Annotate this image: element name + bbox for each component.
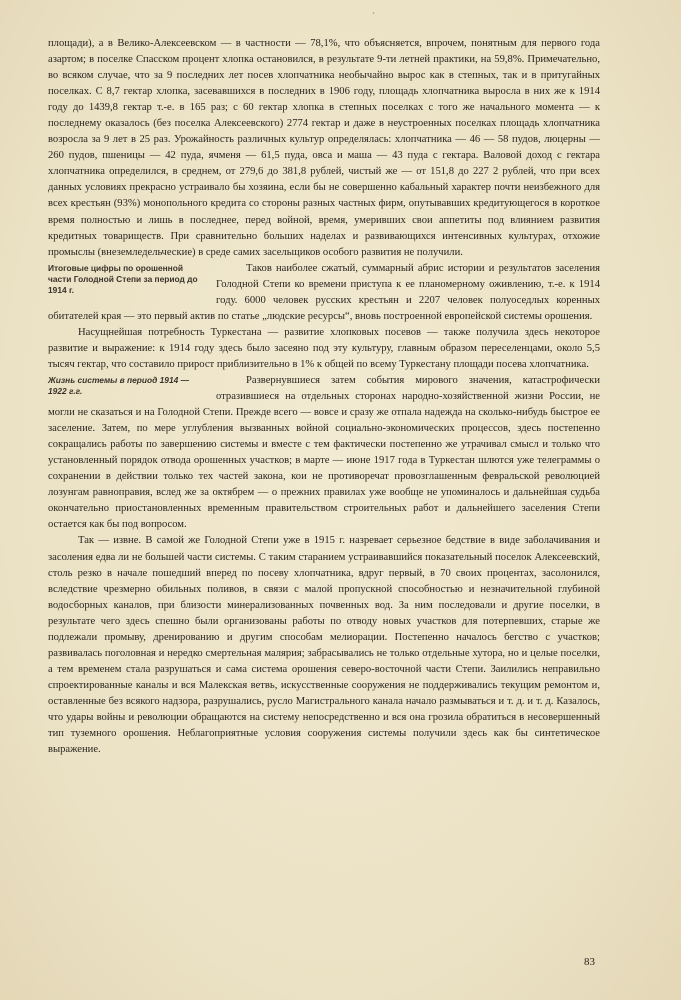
paragraph: Развернувшиеся затем события мирового значения, катастрофически отразившиеся на отдельных сторонах народно-хозяйственной жизни России, не могли не сказаться и на Голодной Степи. Прежде всего — вовсе и сразу же отпала надежда на сколько-нибудь быстрое ее заселение. Затем, по мере углубления вызванных войной социально-экономических процессов, здесь постепенно сокращались работы по завершению системы и вместе с тем фактически постепенно же утрачивал смысл и только что установленный порядок отвода орошенных участков; в марте — июне 1917 года в Туркестан шлются уже телеграммы о сохранении в действии только тех частей закона, кои не противоречат провозглашенным февральской революцией лозунгам равноправия, вслед же за октябрем — о прежних правилах уже вообще не упоминалось и дальнейшая судьба окончательно приостановленных временным правительством строительных работ и дальнейшего заселения Степи остается как бы под вопросом. [48, 374, 600, 531]
paragraph: Насущнейшая потребность Туркестана — развитие хлопковых посевов — также получила здесь некоторое развитие и выражение: к 1914 году здесь было засеяно под эту культуру, главным образом переселенцами, около 5,5 тысяч гектар, что составило прирост приблизительно в 1% к общей по всему Туркестану площади посева хлопчатника. [48, 326, 600, 370]
margin-note-results: Итоговые цифры по орошенной части Голодной Степи за период до 1914 г. [48, 262, 198, 295]
paragraph: Таков наиболее сжатый, суммарный абрис истории и результатов заселения Голодной Степи ко времени приступа к ее планомерному оживлению, т.-е. к 1914 году. 6000 человек русских крестьян и 2207 человек полуоседлых коренных обитателей края — это первый актив по статье „людские ресурсы“, вновь построенной европейской системы орошения. [48, 262, 600, 322]
page-number: 83 [584, 956, 595, 968]
body-text [48, 36, 600, 758]
paragraph: площади), а в Велико-Алексеевском — в частности — 78,1%, что объясняется, впрочем, понятным для первого года азартом; в поселке Спасском процент хлопка остановился, в результате 9-ти летней практики, на 59,8%. Примечательно, во всяком случае, что за 9 последних лет посев хлопчатника необычайно вырос как в степных, так и в притугайных поселках. С 8,7 гектар хлопка, засевавшихся в последних в 1906 году, площадь хлопчатника выросла в них же к 1914 году до 1439,8 гектар т.-е. в 165 раз; с 60 гектар хлопка в степных поселках с того же начального момента — к последнему оказалось (без поселка Алексеевского) 2774 гектар и даже в неустроенных поселках площадь хлопчатника возросла за 9 лет в 25 раз. Урожайность различных культур определялась: хлопчатника — 46 — 58 пудов, люцерны — 260 пудов, пшеницы — 42 пуда, ячменя — 61,5 пуда, овса и маша — 43 пуда с гектара. Валовой доход с гектара хлопчатника определился, в среднем, от 279,6 до 381,8 рублей, чистый же — от 151,8 до 227 2 рублей, что при всех данных условиях прекрасно устраивало бы хозяина, если бы не совершенно кабальный характер почти неизбежного для всех крестьян (93%) монопольного кредита со стороны разных частных фирм, опутывавших кредитующегося в короткое время полностью и лишь в последнее, перед войной, время, умеривших свои аппетиты под влиянием развития кредитных товариществ. При сравнительно больших наделах и развивающихся интенсивных культурах, отхожие промыслы (внеземледельческие) в среде самих засельщиков особого развития не получили. [48, 38, 600, 258]
ink-mark: ` [372, 12, 376, 21]
paragraph: Так — извне. В самой же Голодной Степи уже в 1915 г. назревает серьезное бедствие в виде заболачивания и засоления едва ли не большей части системы. С таким старанием устраивавшийся показательный поселок Алексеевский, столь резко в начале пошедший вперед по посеву хлопчатника, вдруг первый, в 70 своих процентах, засолонился, вследствие чрезмерно обильных поливов, в связи с малой пропускной способностью и незначительной глубиной водосборных каналов, при близости минерализованных почвенных вод. За ним последовали и другие поселки, в результате чего здесь спешно были организованы работы по отводу новых участков для потерпевших, старые же подлежали промыву, дренированию и другим способам мелиорации. Постепенно началось бегство с участков; развивалась поголовная и нередко смертельная малярия; забрасывались не только отдельные хутора, но и целые поселки, а тем временем стала разрушаться и сама система орошения северо-восточной части Степи. Заилились неправильно спроектированные каналы и вся Малекская ветвь, искусственные сооружения не поддерживались текущим ремонтом и, оставленные без всякого надзора, разрушались, русло Магистрального канала начало размываться и т. д. и т. д. Казалось, что удары войны и революции обращаются на систему непосредственно и вся она грозила обратиться в несовершенный тип туземного орошения. Неблагоприятные условия сооружения системы получили здесь как бы синтетическое выражение. [48, 535, 600, 756]
margin-note-system-life: Жизнь системы в период 1914 — 1922 г.г. [48, 374, 189, 396]
